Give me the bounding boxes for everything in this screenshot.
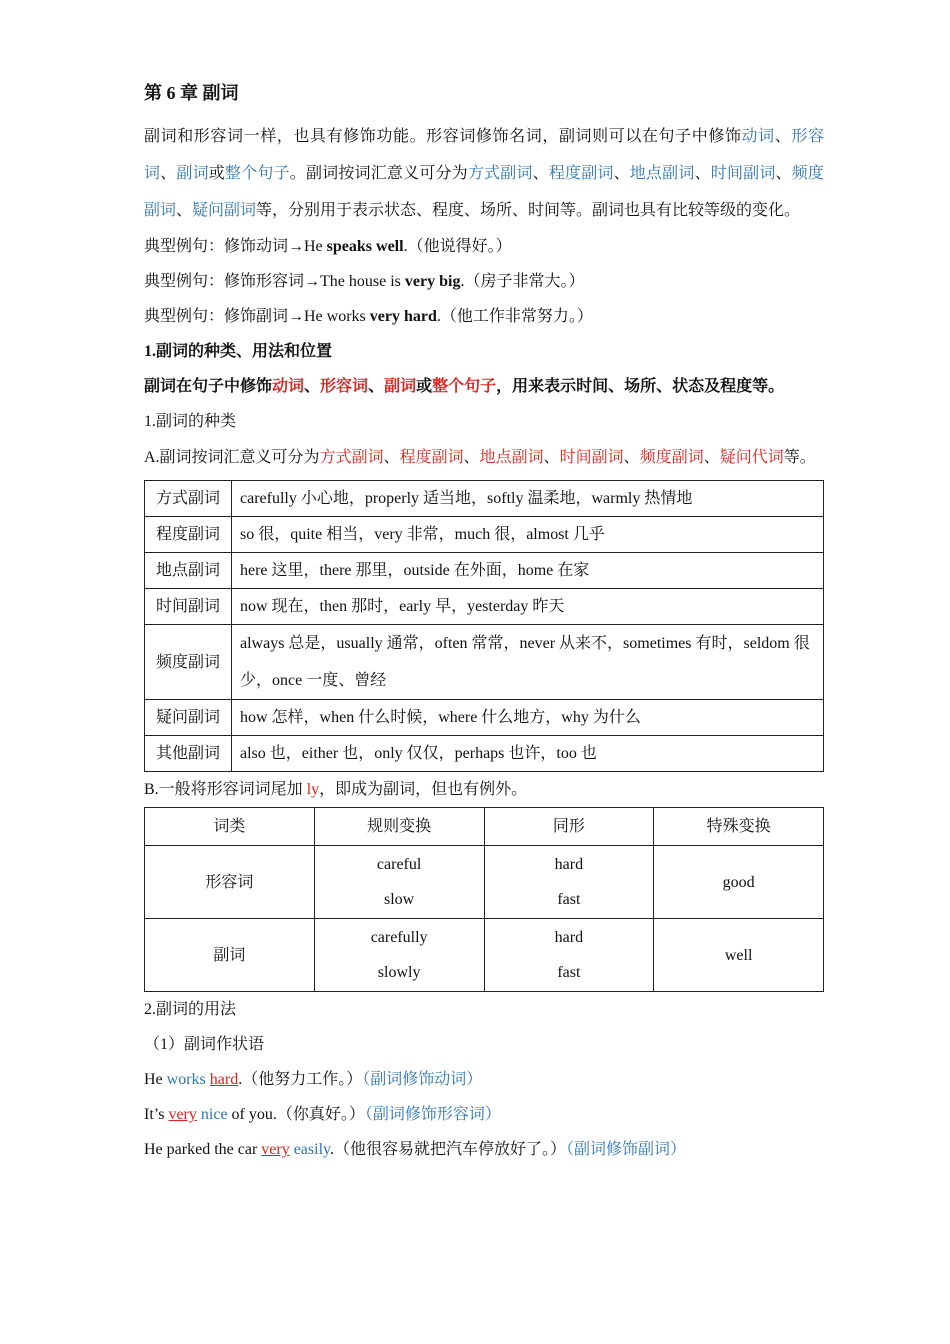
intro-text: 副词和形容词一样，也具有修饰功能。形容词修饰名词，副词则可以在句子中修饰 bbox=[144, 128, 742, 145]
part-a-red: 程度副词 bbox=[399, 449, 464, 466]
special-cell: good bbox=[654, 846, 824, 919]
examples-cell: now 现在，then 那时，early 早，yesterday 昨天 bbox=[232, 589, 824, 625]
word: slow bbox=[384, 891, 415, 908]
usage-red: very bbox=[261, 1141, 290, 1158]
usage-blue: easily bbox=[293, 1141, 330, 1158]
highlight-question: 疑问副词 bbox=[192, 202, 257, 219]
header-cell: 特殊变换 bbox=[654, 808, 824, 846]
kind-cell: 副词 bbox=[145, 919, 315, 992]
sep: 、 bbox=[176, 202, 193, 219]
chapter-title: 第 6 章 副词 bbox=[144, 83, 239, 103]
sep: 、 bbox=[383, 449, 400, 466]
sub-sub-heading: （1）副词作状语 bbox=[144, 1036, 265, 1053]
key-text: 副词在句子中修饰 bbox=[144, 378, 273, 395]
usage-example bbox=[144, 1097, 824, 1132]
part-a-red: 时间副词 bbox=[559, 449, 624, 466]
usage-note: （副词修饰副词） bbox=[566, 1141, 687, 1158]
sep: 、 bbox=[774, 128, 792, 145]
table-row bbox=[145, 700, 824, 736]
part-a-paragraph bbox=[144, 439, 824, 476]
sep: 、 bbox=[703, 449, 720, 466]
special-cell: well bbox=[654, 919, 824, 992]
usage-text: .（他很容易就把汽车停放好了。） bbox=[329, 1141, 566, 1158]
word: careful bbox=[376, 856, 422, 873]
part-b-paragraph bbox=[144, 772, 824, 807]
examples-cell: also 也，either 也，only 仅仅，perhaps 也许，too 也 bbox=[232, 736, 824, 772]
highlight-frequency: 频度副词 bbox=[144, 165, 824, 219]
usage-example bbox=[144, 1132, 824, 1167]
same-cell bbox=[484, 846, 654, 919]
table-row bbox=[145, 481, 824, 517]
highlight-sentence: 整个句子 bbox=[225, 165, 290, 182]
usage-text: of you.（你真好。） bbox=[227, 1106, 365, 1123]
sep: 、 bbox=[613, 165, 630, 182]
intro-text: 等，分别用于表示状态、程度、场所、时间等。副词也具有比较等级的变化。 bbox=[256, 202, 801, 219]
sep: 、 bbox=[532, 165, 549, 182]
highlight-degree: 程度副词 bbox=[548, 165, 614, 182]
example-bold: very hard bbox=[369, 308, 437, 325]
part-a-text: A.副词按词汇意义可分为 bbox=[144, 449, 320, 466]
table-row bbox=[145, 736, 824, 772]
intro-paragraph bbox=[144, 118, 824, 229]
table-row bbox=[145, 919, 824, 992]
example-bold: very big bbox=[404, 273, 461, 290]
intro-text: 。副词按词汇意义可分为 bbox=[289, 165, 468, 182]
word: fast bbox=[557, 891, 581, 908]
table-row bbox=[145, 553, 824, 589]
type-cell: 方式副词 bbox=[145, 481, 232, 517]
example-suffix: .（他说得好。） bbox=[403, 238, 512, 255]
kind-cell: 形容词 bbox=[145, 846, 315, 919]
usage-red: hard bbox=[209, 1071, 239, 1088]
usage-red: very bbox=[168, 1106, 197, 1123]
adverb-types-table bbox=[144, 480, 824, 772]
part-a-red: 频度副词 bbox=[639, 449, 704, 466]
example-line bbox=[144, 299, 824, 334]
sep: 、 bbox=[368, 378, 385, 395]
part-b-text: ，即成为副词，但也有例外。 bbox=[319, 781, 528, 798]
sep: 、 bbox=[694, 165, 711, 182]
type-cell: 频度副词 bbox=[145, 625, 232, 700]
key-text: ，用来表示时间、场所、状态及程度等。 bbox=[496, 378, 785, 395]
or-text: 或 bbox=[416, 378, 433, 395]
key-sentence bbox=[144, 369, 824, 404]
example-prefix: 典型例句：修饰副词→He works bbox=[144, 308, 370, 325]
table-header-row bbox=[145, 808, 824, 846]
sep: 、 bbox=[304, 378, 321, 395]
usage-text: .（他努力工作。） bbox=[238, 1071, 363, 1088]
example-line bbox=[144, 229, 824, 264]
examples-cell: so 很，quite 相当，very 非常，much 很，almost 几乎 bbox=[232, 517, 824, 553]
example-suffix: .（房子非常大。） bbox=[460, 273, 585, 290]
usage-text: It’s bbox=[144, 1106, 169, 1123]
part-a-red: 地点副词 bbox=[479, 449, 544, 466]
header-cell: 同形 bbox=[484, 808, 654, 846]
part-b-text: B.一般将形容词词尾加 bbox=[144, 781, 307, 798]
usage-text: He bbox=[144, 1071, 167, 1088]
type-cell: 疑问副词 bbox=[145, 700, 232, 736]
sep: 、 bbox=[463, 449, 480, 466]
word: hard bbox=[554, 929, 584, 946]
type-cell: 地点副词 bbox=[145, 553, 232, 589]
word: slowly bbox=[377, 964, 421, 981]
part-a-red: 疑问代词 bbox=[719, 449, 784, 466]
table-row bbox=[145, 517, 824, 553]
header-cell: 规则变换 bbox=[314, 808, 484, 846]
usage-blue: works bbox=[166, 1071, 206, 1088]
usage-example bbox=[144, 1062, 824, 1097]
type-cell: 时间副词 bbox=[145, 589, 232, 625]
example-suffix: .（他工作非常努力。） bbox=[436, 308, 593, 325]
key-red: 动词 bbox=[272, 378, 305, 395]
part-b-red: ly bbox=[306, 781, 320, 798]
usage-note: （副词修饰动词） bbox=[362, 1071, 483, 1088]
regular-cell bbox=[314, 846, 484, 919]
sub-heading: 2.副词的用法 bbox=[144, 1001, 237, 1018]
regular-cell bbox=[314, 919, 484, 992]
key-red: 形容词 bbox=[320, 378, 369, 395]
example-line bbox=[144, 264, 824, 299]
word: carefully bbox=[370, 929, 428, 946]
type-cell: 其他副词 bbox=[145, 736, 232, 772]
examples-cell: how 怎样，when 什么时候，where 什么地方，why 为什么 bbox=[232, 700, 824, 736]
examples-cell: carefully 小心地，properly 适当地，softly 温柔地，warmly 热情地 bbox=[232, 481, 824, 517]
or-text: 或 bbox=[208, 165, 225, 182]
highlight-place: 地点副词 bbox=[629, 165, 695, 182]
word: hard bbox=[554, 856, 584, 873]
type-cell: 程度副词 bbox=[145, 517, 232, 553]
header-cell: 词类 bbox=[145, 808, 315, 846]
highlight-adjective: 形容词 bbox=[144, 128, 824, 182]
sep: 、 bbox=[160, 165, 177, 182]
part-a-red: 方式副词 bbox=[319, 449, 384, 466]
examples-cell: here 这里，there 那里，outside 在外面，home 在家 bbox=[232, 553, 824, 589]
highlight-manner: 方式副词 bbox=[467, 165, 533, 182]
usage-text: He parked the car bbox=[144, 1141, 262, 1158]
usage-note: （副词修饰形容词） bbox=[364, 1106, 501, 1123]
sub-heading: 1.副词的种类 bbox=[144, 413, 237, 430]
sep: 、 bbox=[543, 449, 560, 466]
highlight-time: 时间副词 bbox=[710, 165, 776, 182]
section-heading: 1.副词的种类、用法和位置 bbox=[144, 343, 333, 360]
sep: 、 bbox=[775, 165, 792, 182]
examples-cell: always 总是，usually 通常，often 常常，never 从来不，sometimes 有时，seldom 很少，once 一度、曾经 bbox=[232, 625, 824, 700]
document-page bbox=[144, 78, 824, 1167]
table-row bbox=[145, 846, 824, 919]
sep: 、 bbox=[623, 449, 640, 466]
adverb-forms-table bbox=[144, 807, 824, 992]
table-row bbox=[145, 589, 824, 625]
example-bold: speaks well bbox=[326, 238, 404, 255]
example-prefix: 典型例句：修饰动词→He bbox=[144, 238, 327, 255]
table-row bbox=[145, 625, 824, 700]
example-prefix: 典型例句：修饰形容词→The house is bbox=[144, 273, 405, 290]
key-red: 副词 bbox=[384, 378, 417, 395]
word: fast bbox=[557, 964, 581, 981]
part-a-text: 等。 bbox=[783, 449, 816, 466]
usage-blue: nice bbox=[200, 1106, 228, 1123]
same-cell bbox=[484, 919, 654, 992]
highlight-verb: 动词 bbox=[741, 128, 775, 145]
highlight-adverb: 副词 bbox=[176, 165, 209, 182]
key-red: 整个句子 bbox=[432, 378, 497, 395]
